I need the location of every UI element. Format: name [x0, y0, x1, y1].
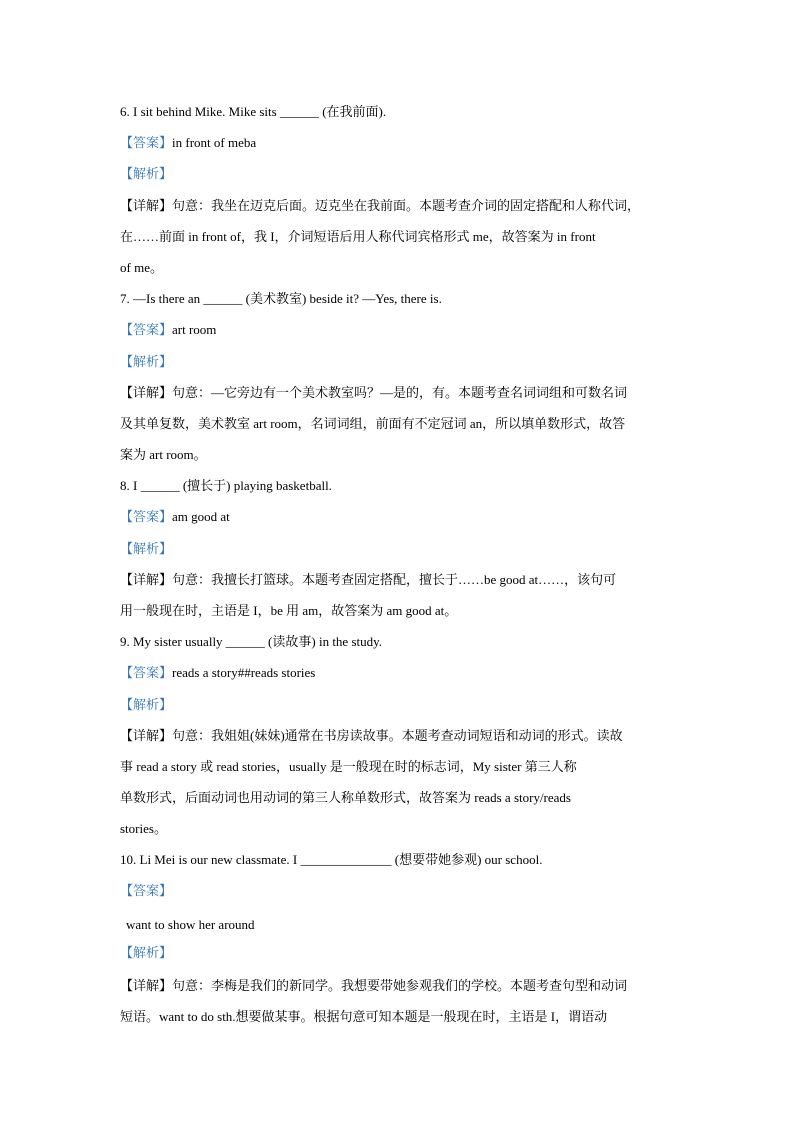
detail-7-line-2: 及其单复数，美术教室 art room，名词词组，前面有不定冠词 an，所以填单数形式，故答 [120, 416, 626, 431]
detail-9-line-2: 事 read a story 或 read stories，usually 是一般现在时的标志词，My sister 第三人称 [120, 759, 577, 774]
answer-label: 【答案】 [120, 883, 173, 898]
answer-label: 【答案】 [120, 322, 173, 337]
answer-text: in front of meba [172, 135, 257, 150]
detail-9-line-4: stories。 [120, 821, 167, 836]
detail-label: 【详解】 [120, 728, 173, 743]
question-9: 9. My sister usually ______ (读故事) in the study. [120, 634, 383, 649]
detail-6-line-2: 在……前面 in front of，我 I，介词短语后用人称代词宾格形式 me，故答案为 in front [120, 229, 596, 244]
detail-8-line-1 [120, 572, 616, 588]
analysis-label: 【解析】 [120, 354, 173, 369]
answer-9 [120, 665, 315, 681]
detail-text: 句意：李梅是我们的新同学。我想要带她参观我们的学校。本题考查句型和动词 [172, 978, 628, 993]
detail-6-line-1 [120, 198, 640, 214]
answer-text: am good at [172, 509, 230, 524]
detail-label: 【详解】 [120, 198, 173, 213]
detail-7-line-1 [120, 385, 627, 401]
question-10: 10. Li Mei is our new classmate. I ______________ (想要带她参观) our school. [120, 852, 543, 867]
answer-8 [120, 509, 230, 525]
detail-10-line-2: 短语。want to do sth.想要做某事。根据句意可知本题是一般现在时，主语是 I，谓语动 [120, 1009, 608, 1024]
answer-label: 【答案】 [120, 509, 173, 524]
answer-10: want to show her around [126, 917, 255, 932]
detail-6-line-3: of me。 [120, 260, 163, 275]
question-8: 8. I ______ (擅长于) playing basketball. [120, 478, 332, 493]
answer-6 [120, 135, 256, 151]
detail-7-line-3: 案为 art room。 [120, 447, 207, 462]
answer-label: 【答案】 [120, 665, 173, 680]
question-7: 7. —Is there an ______ (美术教室) beside it? —Yes, there is. [120, 291, 442, 306]
detail-8-line-2: 用一般现在时，主语是 I，be 用 am，故答案为 am good at。 [120, 603, 458, 618]
question-6: 6. I sit behind Mike. Mike sits ______ (在我前面). [120, 104, 387, 119]
detail-10-line-1 [120, 978, 627, 994]
detail-text: 句意：我坐在迈克后面。迈克坐在我前面。本题考查介词的固定搭配和人称代词， [172, 198, 641, 213]
analysis-label: 【解析】 [120, 697, 173, 712]
detail-text: 句意：我姐姐(妹妹)通常在书房读故事。本题考查动词短语和动词的形式。读故 [172, 728, 623, 743]
answer-text: art room [172, 322, 217, 337]
detail-label: 【详解】 [120, 385, 173, 400]
detail-9-line-3: 单数形式，后面动词也用动词的第三人称单数形式，故答案为 reads a story/reads [120, 790, 571, 805]
detail-label: 【详解】 [120, 978, 173, 993]
analysis-label: 【解析】 [120, 945, 173, 960]
detail-9-line-1 [120, 728, 623, 744]
answer-label: 【答案】 [120, 135, 173, 150]
detail-text: 句意：我擅长打篮球。本题考查固定搭配，擅长于……be good at……，该句可 [172, 572, 617, 587]
analysis-label: 【解析】 [120, 541, 173, 556]
analysis-label: 【解析】 [120, 166, 173, 181]
detail-text: 句意：—它旁边有一个美术教室吗？—是的，有。本题考查名词词组和可数名词 [172, 385, 628, 400]
answer-text: reads a story##reads stories [172, 665, 316, 680]
answer-7 [120, 322, 216, 338]
detail-label: 【详解】 [120, 572, 173, 587]
